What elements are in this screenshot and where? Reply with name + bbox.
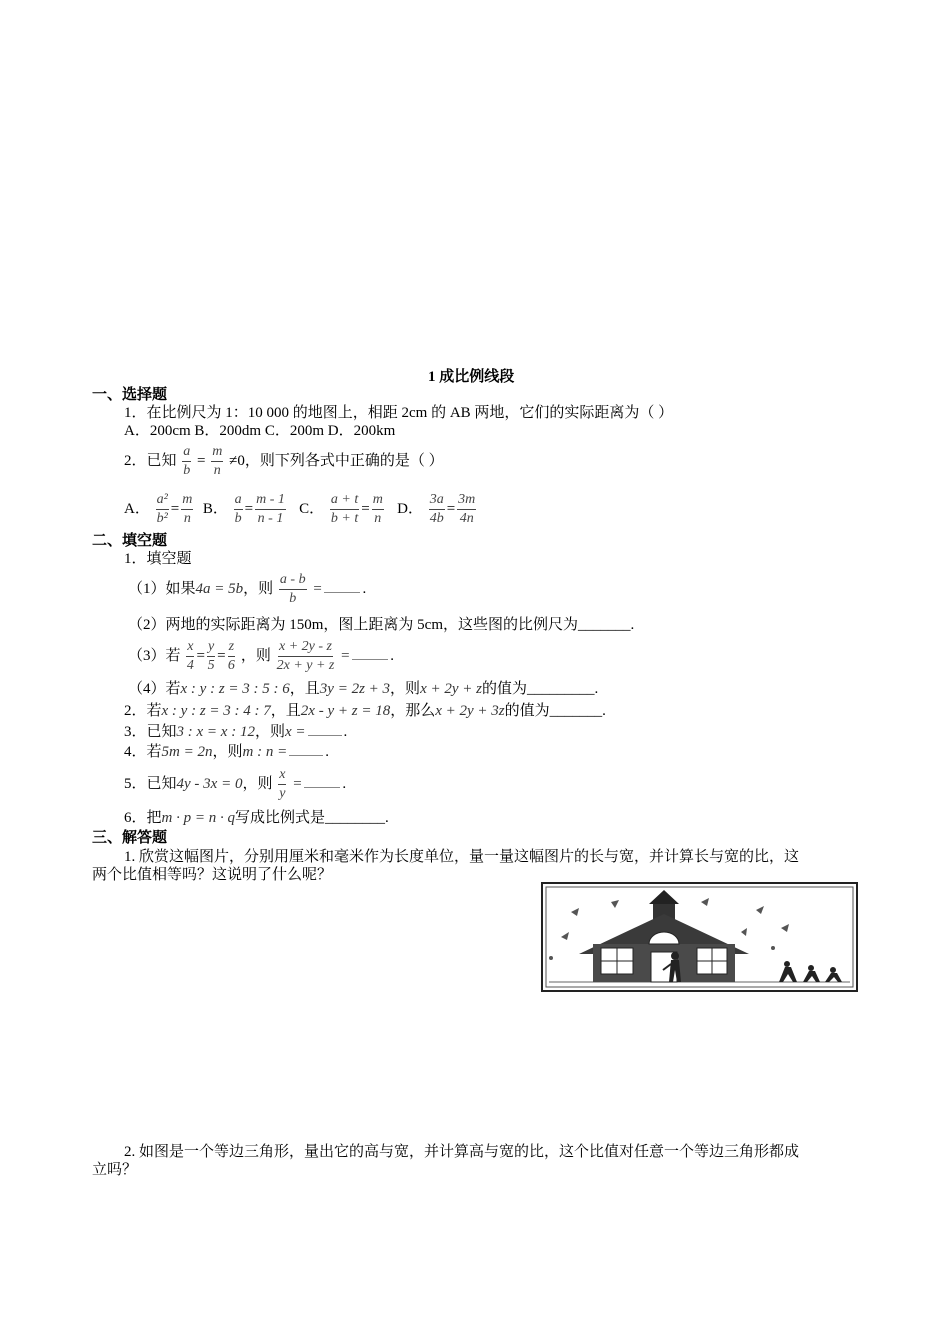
fraction-m-over-n: $\frac{m}{n}$ (212, 444, 223, 479)
option-a-right: $\frac{m}{n}$ (182, 492, 193, 527)
question-2-options: A． $\frac{\text{a²}}{\text{b²}}$ = $\frac{m}{n}$ B． $\frac{a}{b}$ = $\frac{m - 1}{n - 1}$ C． $\frac{a + t}{b + t}$ = $\frac{m}{n}$ D． $\frac{3a}{4b}$ = $\frac{3m}{4n}$ (124, 492, 476, 527)
fraction-z-over-6: $\frac{z}{6}$ (227, 639, 235, 674)
question-2-stem: 2．已知 $\frac{a}{b}$ = $\frac{m}{n}$ ≠0，则下列各式中正确的是（ ） (124, 444, 444, 479)
question-1-text: 1．在比例尺为 1：10 000 的地图上，相距 2cm 的 AB 两地，它们的实际距离为（ ） (124, 405, 674, 421)
fill-item-2: （2）两地的实际距离为 150m，图上距离为 5cm，这些图的比例尺为_______. (128, 617, 635, 633)
section-heading-choice: 一、选择题 (92, 387, 168, 403)
solve-question-2-line2: 立吗？ (92, 1162, 138, 1178)
fraction-a-minus-b-over-b: $\frac{a - b}{b}$ (279, 572, 306, 607)
solve-question-1-line1: 1. 欣赏这幅图片，分别用厘米和毫米作为长度单位，量一量这幅图片的长与宽，并计算长与宽的比，这 (124, 849, 800, 865)
option-a-label: A． (124, 501, 150, 517)
option-d-left: $\frac{3a}{4b}$ (429, 492, 444, 527)
fill-item-3: （3）若 $\frac{x}{4}$ = $\frac{y}{5}$ = $\frac{z}{6}$ ，则 $\frac{x + 2y - z}{2x + y + z}$ = . (128, 639, 395, 674)
option-c-label: C． (299, 501, 325, 517)
answer-blank-q3[interactable] (308, 725, 342, 736)
fill-question-2: 2．若x : y : z = 3 : 4 : 7，且2x - y + z = 18，那么x + 2y + 3z的值为_______. (124, 703, 606, 719)
option-c-right: $\frac{m}{n}$ (372, 492, 383, 527)
fill-question-3: 3．已知3 : x = x : 12，则x = . (124, 724, 348, 740)
fill-question-5: 5．已知4y - 3x = 0，则 $\frac{x}{y}$ = . (124, 767, 347, 802)
fill-intro: 1．填空题 (124, 551, 192, 567)
option-b-left: $\frac{a}{b}$ (234, 492, 242, 527)
fill-item-4: （4）若x : y : z = 3 : 5 : 6，且3y = 2z + 3，则x + 2y + z的值为_________. (128, 681, 599, 697)
fraction-x-over-y: $\frac{x}{y}$ (279, 767, 286, 802)
option-d-right: $\frac{3m}{4n}$ (458, 492, 476, 527)
option-b-label: B． (202, 501, 228, 517)
fraction-y-over-5: $\frac{y}{5}$ (207, 639, 215, 674)
fraction-a-over-b: $\frac{a}{b}$ (183, 444, 191, 479)
option-c-left: $\frac{a + t}{b + t}$ (330, 492, 359, 527)
section-heading-solve: 三、解答题 (92, 830, 168, 846)
fill-item-1: （1）如果4a = 5b，则 $\frac{a - b}{b}$ = . (128, 572, 367, 607)
schoolhouse-illustration-icon (541, 882, 858, 992)
section-heading-fill: 二、填空题 (92, 533, 168, 549)
question-1-options: A．200cm B．200dm C．200m D．200km (124, 423, 396, 439)
fraction-x-over-4: $\frac{x}{4}$ (186, 639, 194, 674)
answer-blank-3[interactable] (352, 649, 388, 660)
answer-blank-1[interactable] (324, 582, 360, 593)
option-d-label: D． (397, 501, 423, 517)
answer-blank-q5[interactable] (304, 777, 340, 788)
answer-blank-q4[interactable] (289, 745, 323, 756)
fill-question-6: 6．把m · p = n · q写成比例式是________. (124, 810, 389, 826)
page-title: 1 成比例线段 (428, 369, 515, 385)
solve-question-2-line1: 2. 如图是一个等边三角形，量出它的高与宽，并计算高与宽的比，这个比值对任意一个等边三角形都成 (124, 1144, 800, 1160)
fraction-expression: $\frac{x + 2y - z}{2x + y + z}$ (276, 639, 335, 674)
option-b-right: $\frac{m - 1}{n - 1}$ (256, 492, 285, 527)
option-a-left: $\frac{\text{a²}}{\text{b²}}$ (156, 492, 168, 527)
schoolhouse-picture (541, 882, 858, 992)
solve-question-1-line2: 两个比值相等吗？这说明了什么呢？ (92, 867, 333, 883)
fill-question-4: 4．若5m = 2n，则m : n = . (124, 744, 329, 760)
